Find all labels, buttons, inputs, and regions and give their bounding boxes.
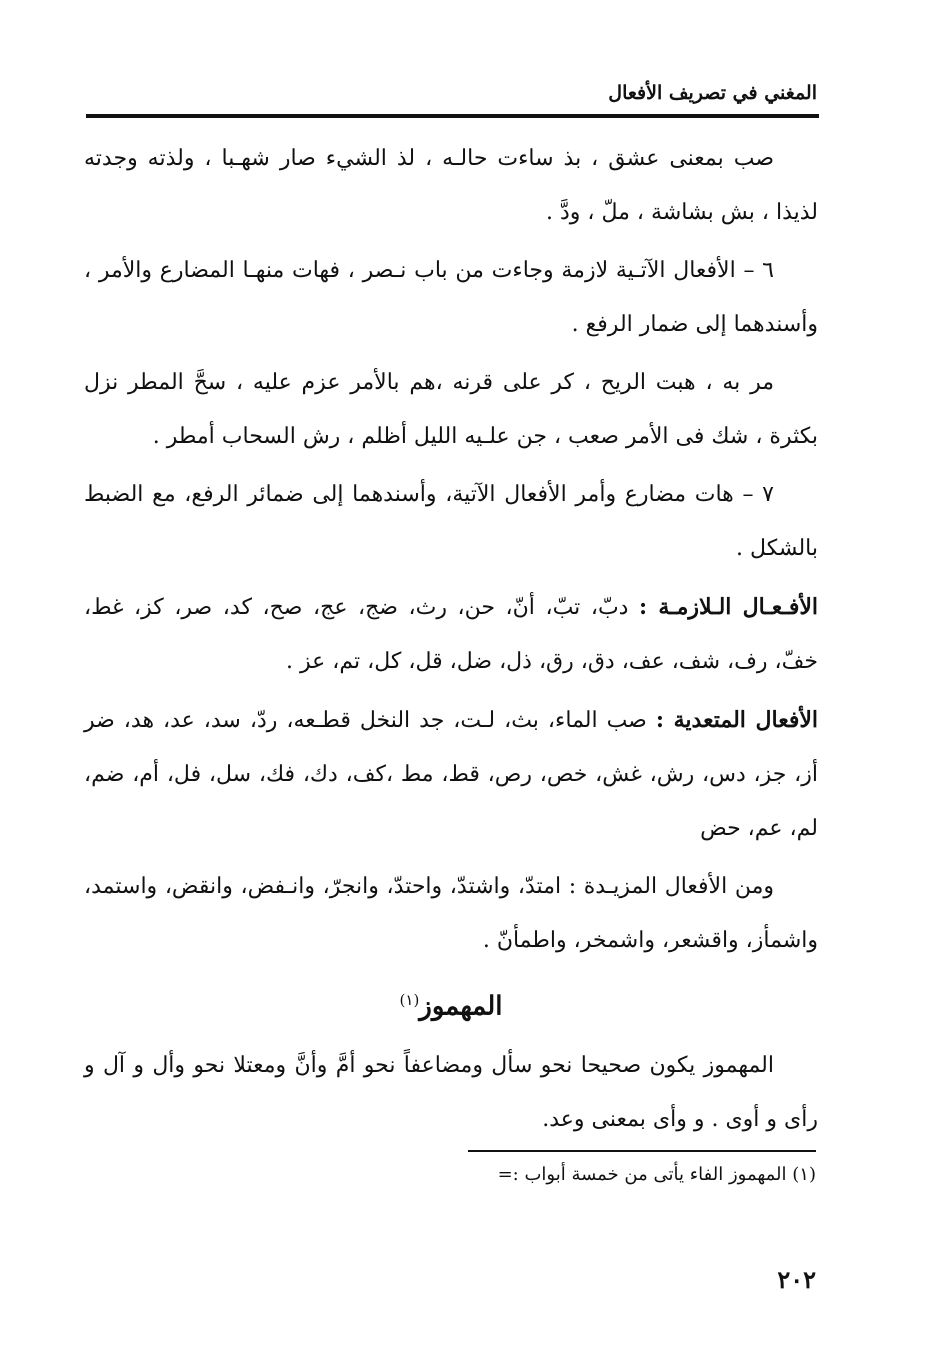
transitive-verbs-list: صب الماء، بث، لـت، جد النخل قطـعه، ردّ، سد، عد، هد، ضر أز، جز، دس، رش، غش، خص، رص، قط، مط ،كف، دك، فك، سل، فل، أم، ضم، لم، عم، حض (84, 708, 818, 841)
transitive-verbs-label: الأفعال المتعدية : (655, 707, 819, 733)
header-rule (86, 114, 819, 118)
section-heading (84, 972, 818, 1035)
page-number: ٢٠٢ (777, 1265, 816, 1294)
hamzated-paragraph: المهموز يكون صحيحا نحو سأل ومضاعفاً نحو أمَّ وأنَّ ومعتلا نحو وأل و آل و رأى و أوى . و وأى بمعنى وعد. (84, 1052, 818, 1132)
footnote-rule (468, 1150, 816, 1152)
paragraph-1: صب بمعنى عشق ، بذ ساءت حالـه ، لذ الشيء صار شهـبا ، ولذته وجدته لذيذا ، بش بشاشة ، ملّ ، ودَّ . (84, 146, 818, 225)
footnote: (١) المهموز الفاء يأتى من خمسة أبواب := (497, 1164, 816, 1185)
augmented-verbs: ومن الأفعال المزيـدة : امتدّ، واشتدّ، واحتدّ، وانجرّ، وانـفض، وانقض، واستمد، واشمأز، واقشعر، واشمخر، واطمأنّ . (84, 874, 818, 953)
running-title: المغني في تصريف الأفعال (608, 82, 817, 104)
page-content (84, 132, 818, 1151)
footnote-reference: (١) (399, 991, 420, 1009)
intransitive-verbs-label: الأفـعـال الـلازمـة : (639, 594, 819, 620)
intransitive-verbs (84, 580, 818, 689)
exercise-7: ٧ – هات مضارع وأمر الأفعال الآتية، وأسندهما إلى ضمائر الرفع، مع الضبط بالشكل . (84, 482, 818, 561)
exercise-6: ٦ – الأفعال الآتـية لازمة وجاءت من باب نـصر ، فهات منهـا المضارع والأمر ، وأسندهما إلى ضمار الرفع . (84, 258, 818, 337)
transitive-verbs (84, 693, 818, 856)
exercise-6-verbs: مر به ، هبت الريح ، كر على قرنه ،هم بالأمر عزم عليه ، سحَّ المطر نزل بكثرة ، شك فى الأمر صعب ، جن علـيه الليل أظلم ، رش السحاب أمطر . (84, 370, 818, 449)
intransitive-verbs-list: دبّ، تبّ، أنّ، حن، رث، ضج، عج، صح، كد، صر، كز، غط، خفّ، رف، شف، عف، دق، رق، ذل، ضل، قل، كل، تم، عز . (84, 595, 818, 674)
section-heading-text: المهموز (419, 991, 503, 1022)
